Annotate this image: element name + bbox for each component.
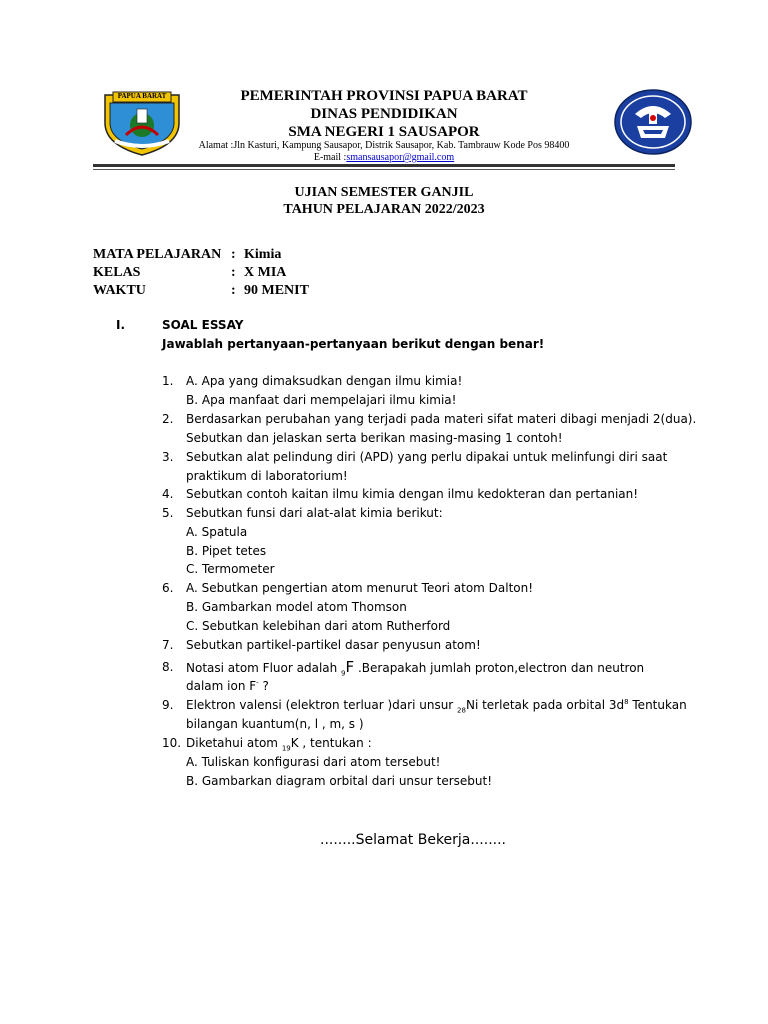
q10-post: K , tentukan :: [290, 736, 372, 750]
info-colon: :: [231, 247, 236, 262]
q5c-text: C. Termometer: [186, 562, 275, 576]
exam-title: UJIAN SEMESTER GANJIL: [294, 185, 474, 200]
header-department: DINAS PENDIDIKAN: [310, 106, 458, 122]
q4-text: Sebutkan contoh kaitan ilmu kimia dengan ilmu kedokteran dan pertanian!: [186, 487, 639, 501]
header-government: PEMERINTAH PROVINSI PAPUA BARAT: [240, 88, 528, 104]
school-email-row: [0, 152, 768, 164]
q1b-text: B. Apa manfaat dari mempelajari ilmu kimia!: [186, 393, 457, 407]
email-link[interactable]: smansausapor@gmail.com: [346, 152, 455, 163]
q9-atomic-number: 28: [457, 706, 466, 715]
emblem-text: PAPUA BARAT: [117, 92, 167, 100]
q9-text-line1: [186, 696, 687, 715]
q8-atomic-number: 9: [341, 669, 346, 678]
q6b-text: B. Gambarkan model atom Thomson: [186, 600, 407, 614]
q8-l2-pre: dalam ion F: [186, 679, 257, 693]
q5b-text: B. Pipet tetes: [186, 544, 267, 558]
q7-number: 7.: [162, 638, 174, 652]
q10-number: 10.: [162, 736, 182, 750]
info-value: X MIA: [244, 265, 287, 280]
q3-text-line1: Sebutkan alat pelindung diri (APD) yang perlu dipakai untuk melinfungi diri saat: [186, 450, 668, 464]
q1-number: 1.: [162, 374, 174, 388]
q6c-text: C. Sebutkan kelebihan dari atom Rutherford: [186, 619, 451, 633]
header-school: SMA NEGERI 1 SAUSAPOR: [288, 124, 480, 140]
q9-text-line2: bilangan kuantum(n, l , m, s ): [186, 717, 364, 731]
q9-pre: Elektron valensi (elektron terluar )dari unsur: [186, 698, 458, 712]
q5a-text: A. Spatula: [186, 525, 248, 539]
q8-post: .Berapakah jumlah proton,electron dan neutron: [354, 661, 645, 675]
header-rule-thin: [93, 169, 675, 170]
q6a-text: A. Sebutkan pengertian atom menurut Teori atom Dalton!: [186, 581, 534, 595]
q4-number: 4.: [162, 487, 174, 501]
section-title: SOAL ESSAY: [162, 318, 244, 332]
q10-text: [186, 734, 372, 753]
q6-number: 6.: [162, 581, 174, 595]
email-label: E-mail :: [313, 152, 347, 163]
q8-l2-charge: -: [256, 679, 259, 687]
q8-l2-post: ?: [258, 679, 269, 693]
q9-superscript: 8: [624, 698, 629, 706]
info-label: WAKTU: [93, 283, 146, 298]
q10b-text: B. Gambarkan diagram orbital dari unsur tersebut!: [186, 774, 493, 788]
q8-symbol: F: [345, 658, 355, 676]
q8-number: 8.: [162, 660, 174, 674]
q8-text-line1: [186, 658, 644, 678]
q10-pre: Diketahui atom: [186, 736, 282, 750]
q5-number: 5.: [162, 506, 174, 520]
q1a-text: A. Apa yang dimaksudkan dengan ilmu kimia!: [186, 374, 463, 388]
header-rule-thick: [93, 164, 675, 167]
q10a-text: A. Tuliskan konfigurasi dari atom tersebut!: [186, 755, 441, 769]
info-colon: :: [231, 283, 236, 298]
q7-text: Sebutkan partikel-partikel dasar penyusun atom!: [186, 638, 481, 652]
info-label: MATA PELAJARAN: [93, 247, 222, 262]
q3-text-line2: praktikum di laboratorium!: [186, 469, 348, 483]
q2-text-line1: Berdasarkan perubahan yang terjadi pada materi sifat materi dibagi menjadi 2(dua).: [186, 412, 697, 426]
info-label: KELAS: [93, 265, 141, 280]
exam-year: TAHUN PELAJARAN 2022/2023: [283, 202, 485, 217]
section-instruction: Jawablah pertanyaan-pertanyaan berikut dengan benar!: [162, 337, 545, 351]
q3-number: 3.: [162, 450, 174, 464]
q9-mid: Ni terletak pada orbital 3d: [465, 698, 625, 712]
school-address: Alamat :Jln Kasturi, Kampung Sausapor, Distrik Sausapor, Kab. Tambrauw Kode Pos 98400: [198, 140, 570, 151]
section-numeral: I.: [116, 318, 126, 332]
q9-number: 9.: [162, 698, 174, 712]
q2-text-line2: Sebutkan dan jelaskan serta berikan masing-masing 1 contoh!: [186, 431, 563, 445]
closing-message: ........Selamat Bekerja........: [320, 832, 506, 848]
q10-atomic-number: 19: [281, 744, 291, 753]
q5-text: Sebutkan funsi dari alat-alat kimia berikut:: [186, 506, 443, 520]
q9-post: Tentukan: [628, 698, 687, 712]
q8-text-line2: [186, 677, 269, 696]
info-value: Kimia: [244, 247, 282, 262]
q2-number: 2.: [162, 412, 174, 426]
info-value: 90 MENIT: [244, 283, 309, 298]
q8-pre: Notasi atom Fluor adalah: [186, 661, 342, 675]
info-colon: :: [231, 265, 236, 280]
